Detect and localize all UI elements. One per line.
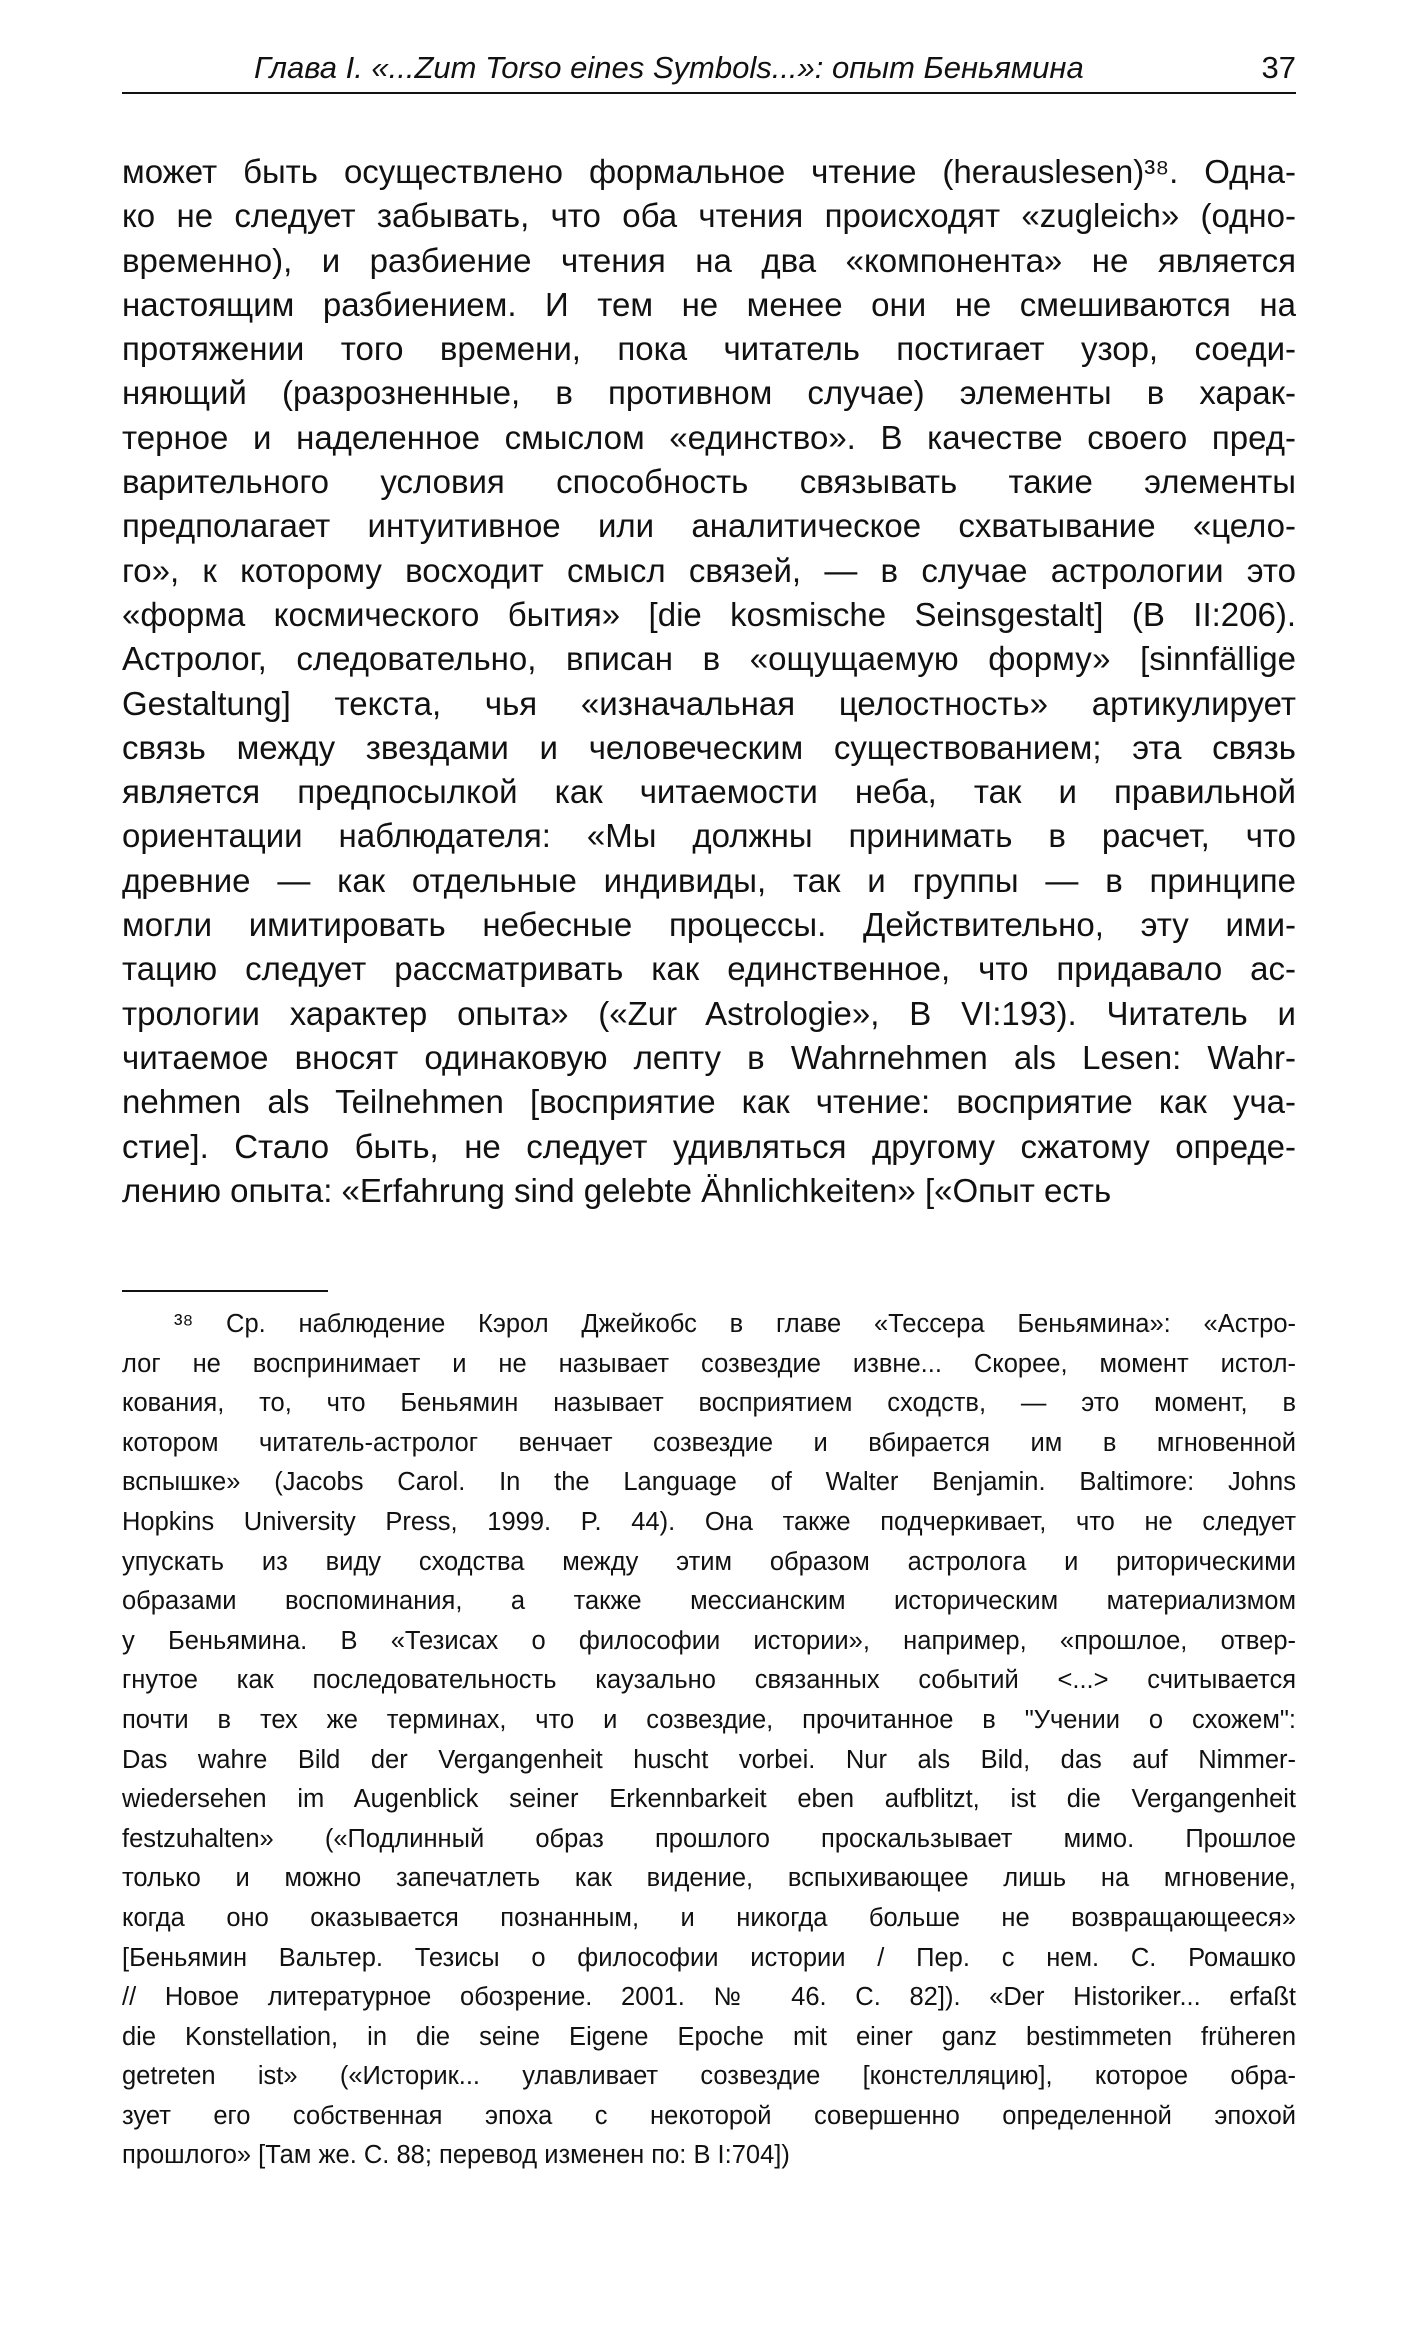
text-line: ориентации наблюдателя: «Мы должны принимать в расчет, что xyxy=(122,817,1296,855)
footnote-line: Das wahre Bild der Vergangenheit huscht vorbei. Nur als Bild, das auf Nimmer- xyxy=(122,1745,1296,1774)
text-line: «форма космического бытия» [die kosmische Seinsgestalt] (B II:206). xyxy=(122,595,1296,633)
text-line: могли имитировать небесные процессы. Действительно, эту ими- xyxy=(122,906,1296,944)
text-line: древние — как отдельные индивиды, так и группы — в принципе xyxy=(122,861,1296,899)
footnote-line: getreten ist» («Историк... улавливает созвездие [констелляцию], которое обра- xyxy=(122,2062,1296,2091)
text-line: nehmen als Teilnehmen [восприятие как чтение: восприятие как уча- xyxy=(122,1083,1296,1121)
text-line: Астролог, следовательно, вписан в «ощущаемую форму» [sinnfällige xyxy=(122,640,1296,678)
text-line: терное и наделенное смыслом «единство». В качестве своего пред- xyxy=(122,418,1296,456)
footnote-line: зует его собственная эпоха с некоторой совершенно определенной эпохой xyxy=(122,2101,1296,2130)
running-header xyxy=(122,44,1296,92)
footnote-block xyxy=(122,1305,1296,2176)
footnote-line: прошлого» [Там же. С. 88; перевод изменен по: B I:704]) xyxy=(122,2141,790,2170)
main-text xyxy=(122,150,1296,1213)
page-number: 37 xyxy=(1261,50,1296,85)
footnote-line: festzuhalten» («Подлинный образ прошлого проскальзывает мимо. Прошлое xyxy=(122,1824,1296,1853)
text-line: является предпосылкой как читаемости неба, так и правильной xyxy=(122,773,1296,811)
footnote-line: кования, то, что Беньямин называет восприятием сходств, — это момент, в xyxy=(122,1389,1296,1418)
text-line: варительного условия способность связывать такие элементы xyxy=(122,463,1296,501)
footnote-line: // Новое литературное обозрение. 2001. № 46. С. 82]). «Der Historiker... erfaßt xyxy=(122,1983,1296,2012)
text-line: протяжении того времени, пока читатель постигает узор, соеди- xyxy=(122,330,1296,368)
text-line: Gestaltung] текста, чья «изначальная целостность» артикулирует xyxy=(122,684,1296,722)
footnote-line: die Konstellation, in die seine Eigene Epoche mit einer ganz bestimmeten früheren xyxy=(122,2022,1296,2051)
footnote-line: образами воспоминания, а также мессианским историческим материализмом xyxy=(122,1587,1296,1616)
text-line: связь между звездами и человеческим существованием; эта связь xyxy=(122,728,1296,766)
footnote-line: [Беньямин Вальтер. Тезисы о философии истории / Пер. с нем. С. Ромашко xyxy=(122,1943,1296,1972)
text-line: настоящим разбиением. И тем не менее они не смешиваются на xyxy=(122,285,1296,323)
text-line: может быть осуществлено формальное чтение (herauslesen)³⁸. Одна- xyxy=(122,153,1296,190)
footnote-line: вспышке» (Jacobs Carol. In the Language of Walter Benjamin. Baltimore: Johns xyxy=(122,1468,1296,1497)
text-line: лению опыта: «Erfahrung sind gelebte Ähnlichkeiten» [«Опыт есть xyxy=(122,1171,1112,1209)
footnote-separator xyxy=(122,1290,328,1292)
footnote-line: котором читатель-астролог венчает созвездие и вбирается им в мгновенной xyxy=(122,1428,1296,1457)
header-rule xyxy=(122,92,1296,94)
footnote-line: только и можно запечатлеть как видение, вспыхивающее лишь на мгновение, xyxy=(122,1864,1296,1893)
footnote-line: ³⁸ Ср. наблюдение Кэрол Джейкобс в главе «Тессера Беньямина»: «Астро- xyxy=(174,1310,1296,1338)
footnote-line: у Беньямина. В «Тезисах о философии истории», например, «прошлое, отвер- xyxy=(122,1626,1296,1655)
footnote-line: почти в тех же терминах, что и созвездие, прочитанное в "Учении о схожем": xyxy=(122,1705,1296,1734)
footnote-line: Hopkins University Press, 1999. P. 44). Она также подчеркивает, что не следует xyxy=(122,1507,1296,1536)
text-line: трологии характер опыта» («Zur Astrologie», B VI:193). Читатель и xyxy=(122,994,1296,1032)
footnote-line: wiedersehen im Augenblick seiner Erkennbarkeit eben aufblitzt, ist die Vergangenheit xyxy=(122,1785,1296,1814)
text-line: тацию следует рассматривать как единственное, что придавало ас- xyxy=(122,950,1296,988)
text-line: ко не следует забывать, что оба чтения происходят «zugleich» (одно- xyxy=(122,197,1296,235)
text-line: няющий (разрозненные, в противном случае) элементы в харак- xyxy=(122,374,1296,412)
text-line: го», к которому восходит смысл связей, — в случае астрологии это xyxy=(122,551,1296,589)
footnote-line: гнутое как последовательность каузально связанных событий <...> считывается xyxy=(122,1666,1296,1695)
text-line: стие]. Стало быть, не следует удивляться другому сжатому опреде- xyxy=(122,1127,1296,1165)
footnote-line: когда оно оказывается познанным, и никогда больше не возвращающееся» xyxy=(122,1903,1296,1932)
text-line: читаемое вносят одинаковую лепту в Wahrnehmen als Lesen: Wahr- xyxy=(122,1038,1296,1076)
footnote-line: лог не воспринимает и не называет созвездие извне... Скорее, момент истол- xyxy=(122,1349,1296,1378)
footnote-line: упускать из виду сходства между этим образом астролога и риторическими xyxy=(122,1547,1296,1576)
text-line: временно), и разбиение чтения на два «компонента» не является xyxy=(122,241,1296,279)
running-title: Глава I. «...Zum Torso eines Symbols...»: опыт Беньямина xyxy=(254,50,1084,85)
text-line: предполагает интуитивное или аналитическое схватывание «цело- xyxy=(122,507,1296,545)
